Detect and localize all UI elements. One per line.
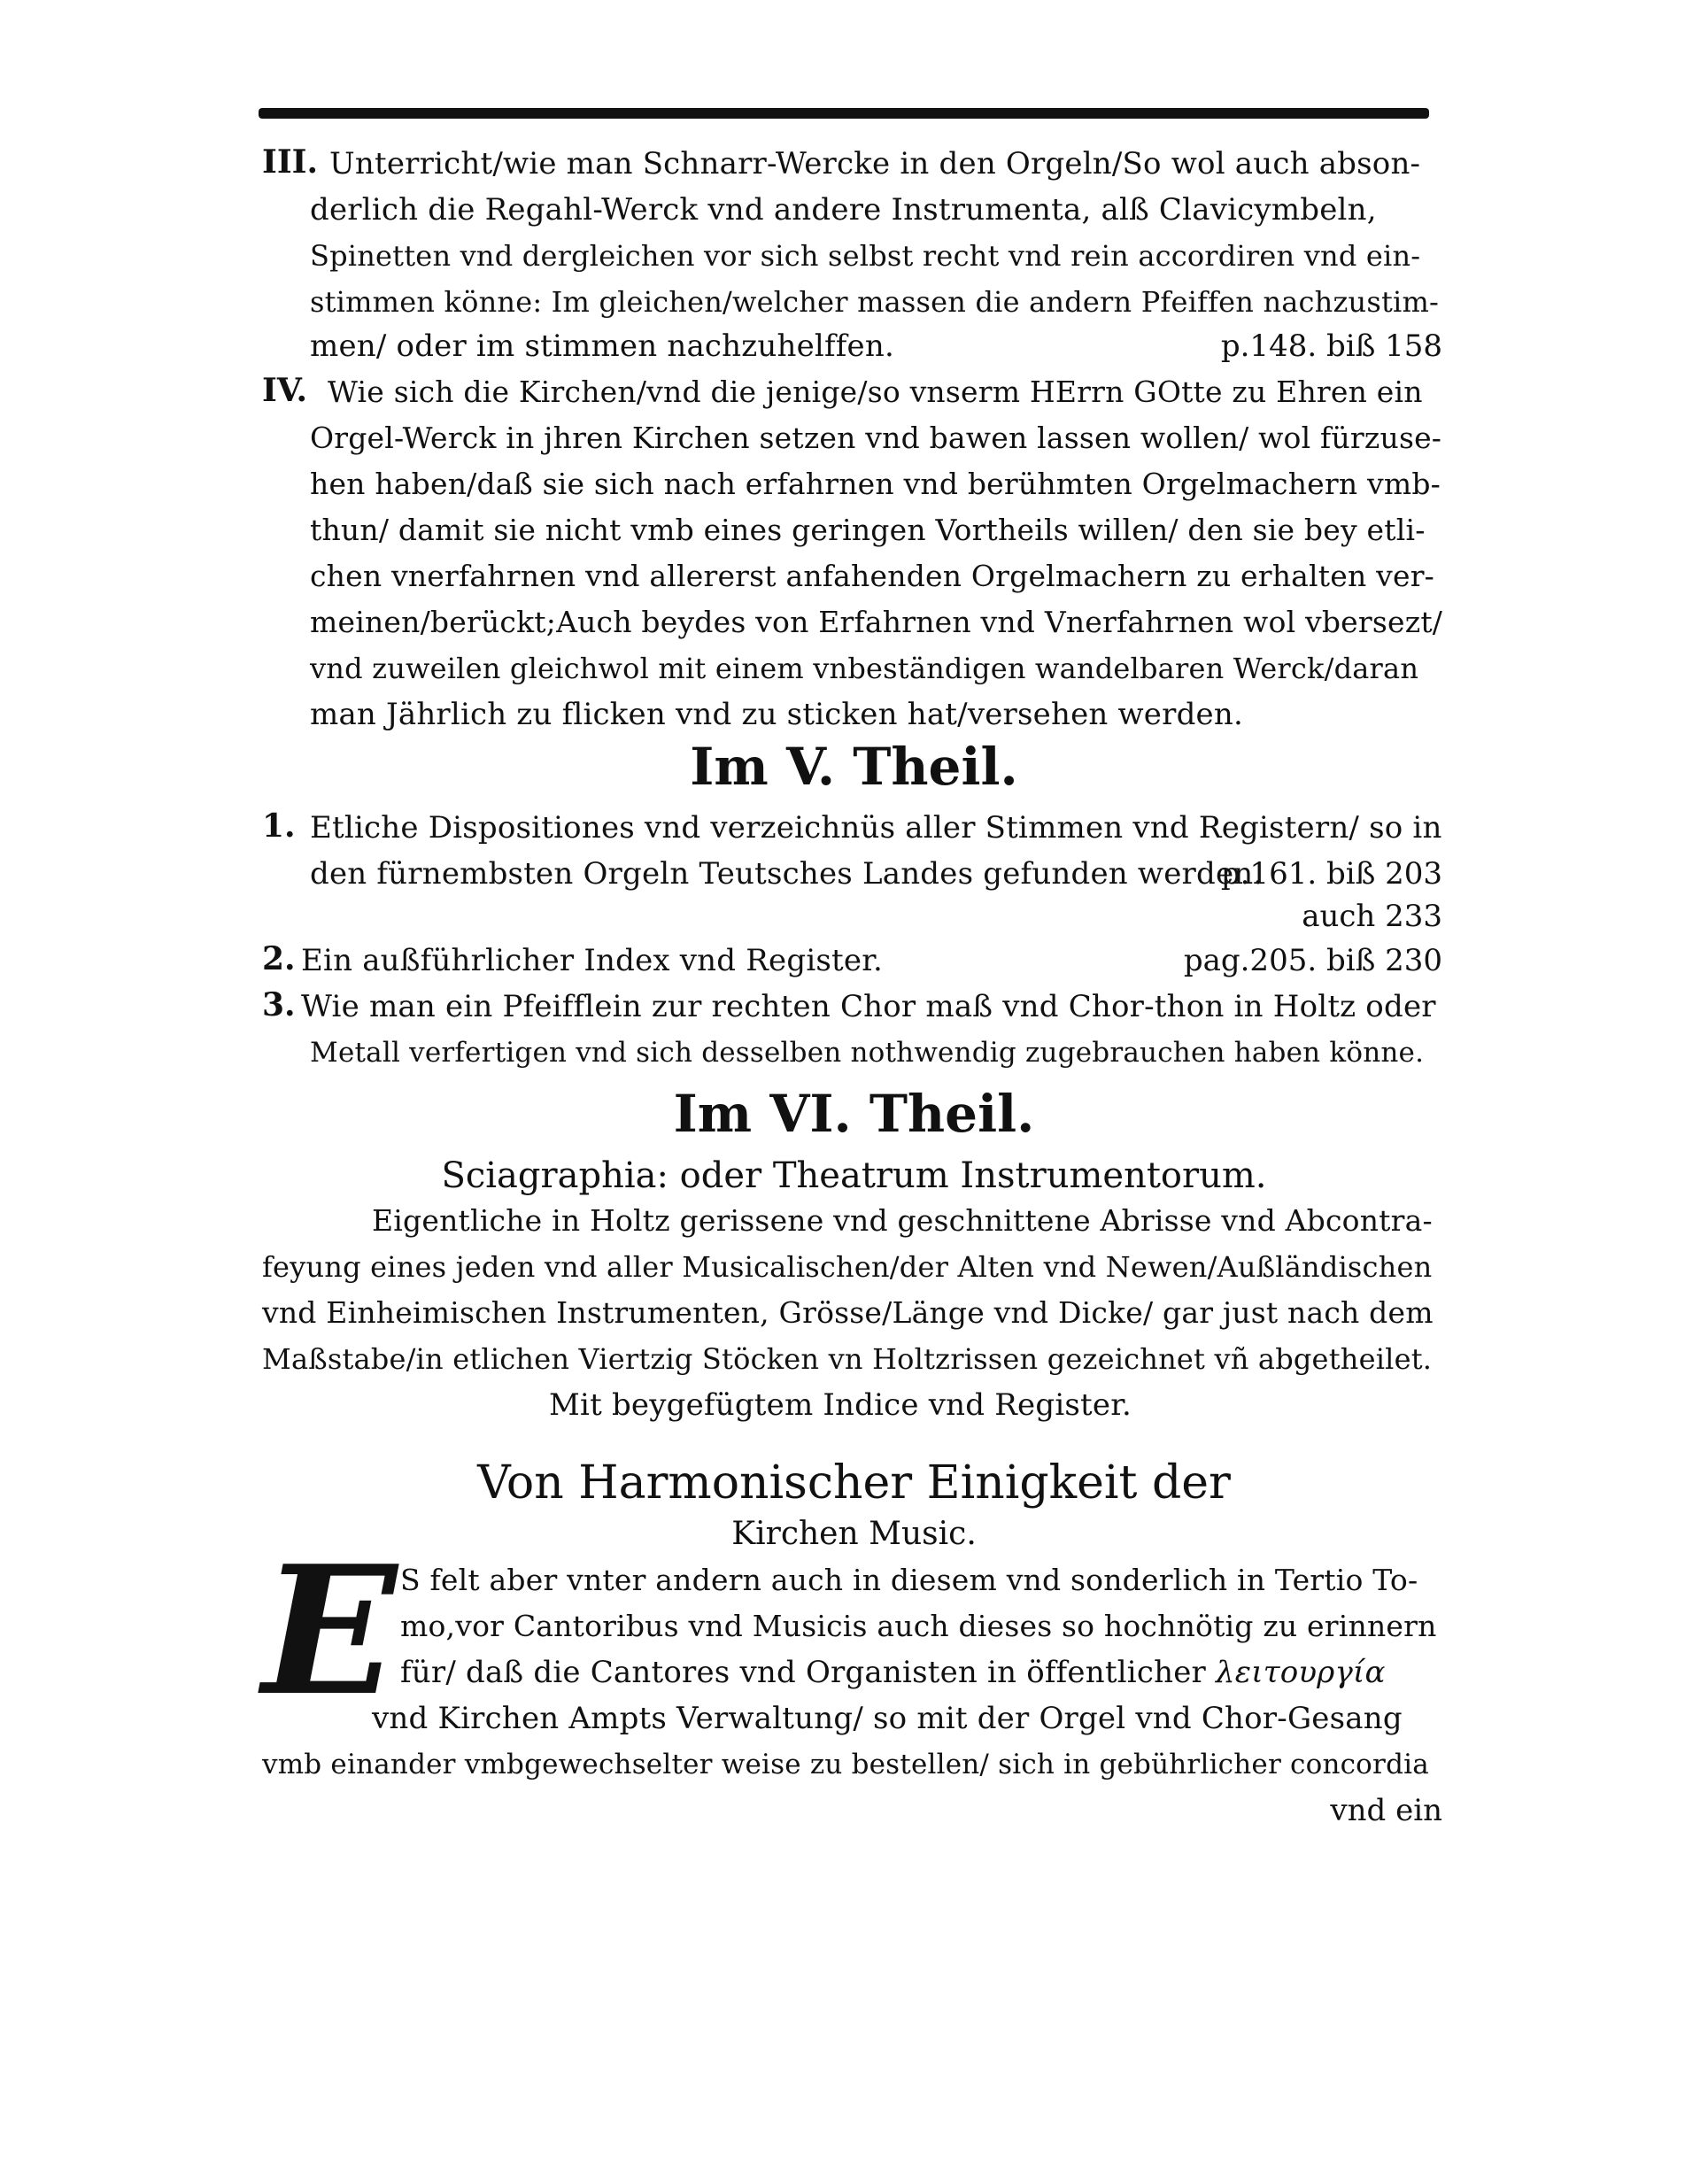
part-heading: Im VI. Theil. [673,1084,1035,1144]
section-number: IV. [262,372,308,409]
page-reference: p.148. biß 158 [1220,328,1442,364]
part-subheading: Sciagraphia: oder Theatrum Instrumentorum. [441,1155,1267,1196]
page-reference: p.161. biß 203 [1220,856,1442,892]
text-line: vnd Einheimischen Instrumenten, Grösse/Länge vnd Dicke/ gar just nach dem [262,1295,1434,1330]
text-line: feyung eines jeden vnd aller Musicalischen/der Alten vnd Newen/Außländischen [262,1250,1433,1284]
text-line: Metall verfertigen vnd sich desselben nothwendig zugebrauchen haben könne. [310,1037,1425,1069]
item-number: 3. [262,986,296,1023]
page-reference: pag.205. biß 230 [1183,943,1442,978]
top-rule [259,108,1429,119]
text-line: hen haben/daß sie sich nach erfahrnen vnd berühmten Orgelmachern vmb- [310,467,1441,501]
text-line: thun/ damit sie nicht vmb eines geringen Vortheils willen/ den sie bey etli- [310,513,1426,547]
item-number: 2. [262,940,296,977]
section-number: III. [262,143,319,181]
text-line: stimmen könne: Im gleichen/welcher massen die andern Pfeiffen nachzustim- [310,285,1440,319]
text-line: den fürnembsten Orgeln Teutsches Landes gefunden werden. [310,856,1264,892]
text-line: Maßstabe/in etlichen Viertzig Stöcken vn Holtzrissen gezeichnet vñ abgetheilet. [262,1342,1433,1376]
text-line: Eigentliche in Holtz gerissene vnd geschnittene Abrisse vnd Abcontra- [372,1203,1433,1238]
text-line: vnd zuweilen gleichwol mit einem vnbeständigen wandelbaren Werck/daran [310,652,1419,685]
text-line: men/ oder im stimmen nachzuhelffen. [310,328,894,364]
text-line: Ein außführlicher Index vnd Register. [301,943,883,978]
text-line: Wie man ein Pfeifflein zur rechten Chor maß vnd Chor-thon in Holtz oder [301,989,1436,1024]
chapter-subheading: Kirchen Music. [731,1516,977,1552]
catchword: vnd ein [1330,1793,1442,1828]
text-line: Etliche Dispositiones vnd verzeichnüs aller Stimmen vnd Registern/ so in [310,810,1442,846]
text-line: Wie sich die Kirchen/vnd die jenige/so vnserm HErrn GOtte zu Ehren ein [328,375,1423,409]
text-line: vnd Kirchen Ampts Verwaltung/ so mit der Orgel vnd Chor-Gesang [372,1701,1403,1736]
chapter-heading: Von Harmonischer Einigkeit der [477,1456,1231,1510]
part-heading: Im V. Theil. [690,737,1018,797]
text-line: vmb einander vmbgewechselter weise zu bestellen/ sich in gebührlicher concordia [262,1749,1429,1780]
text-line: Spinetten vnd dergleichen vor sich selbst recht vnd rein accordiren vnd ein- [310,239,1421,273]
text-line [400,1650,1386,1695]
ornamental-dropcap: E [262,1527,398,1735]
text-line: S felt aber vnter andern auch in diesem vnd sonderlich in Tertio To- [400,1563,1418,1597]
text-line: man Jährlich zu flicken vnd zu sticken hat/versehen werden. [310,697,1243,732]
text-line: meinen/berückt;Auch beydes von Erfahrnen vnd Vnerfahrnen wol vbersezt/ [310,605,1443,639]
text-line: chen vnerfahrnen vnd allererst anfahenden Orgelmachern zu erhalten ver- [310,559,1435,593]
text-line: derlich die Regahl-Werck vnd andere Instrumenta, alß Clavicymbeln, [310,192,1377,228]
text-segment: für/ daß die Cantores vnd Organisten in öffentlicher [400,1655,1206,1690]
page-reference: auch 233 [1302,899,1442,934]
text-line: Orgel-Werck in jhren Kirchen setzen vnd bawen lassen wollen/ wol fürzuse- [310,421,1442,455]
text-line: Unterricht/wie man Schnarr-Wercke in den Orgeln/So wol auch abson- [329,146,1421,182]
greek-word: λειτουργία [1216,1655,1386,1690]
text-line: Mit beygefügtem Indice vnd Register. [549,1387,1132,1423]
item-number: 1. [262,807,296,845]
text-line: mo,vor Cantoribus vnd Musicis auch dieses so hochnötig zu erinnern [400,1609,1437,1643]
